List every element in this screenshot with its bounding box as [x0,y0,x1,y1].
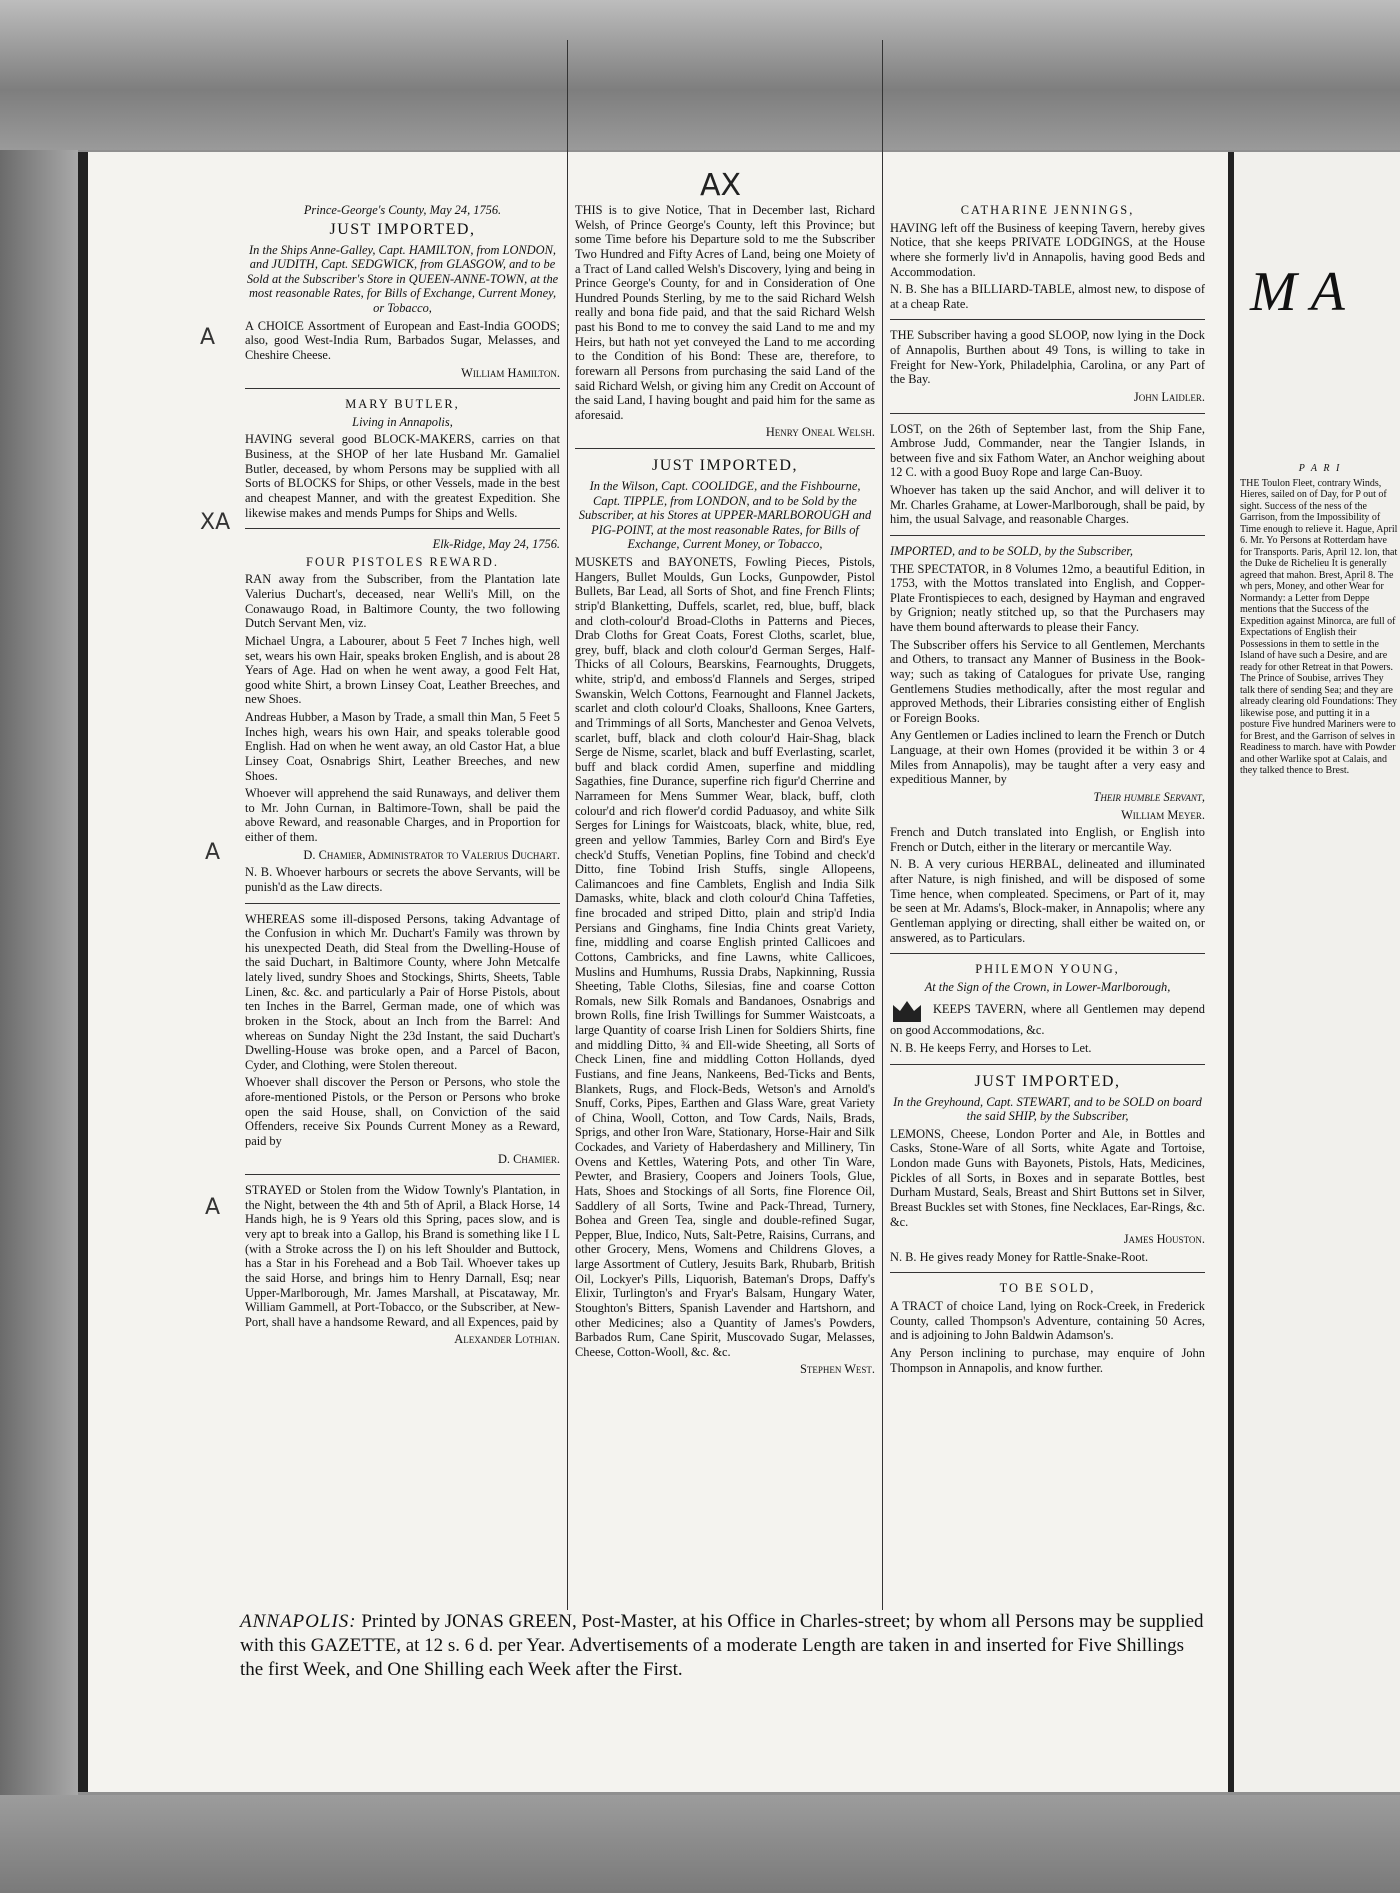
divider [245,388,560,389]
ad-body: N. B. He gives ready Money for Rattle-Snake-Root. [890,1249,1149,1264]
ad-signature: William Meyer. [1121,807,1205,822]
column-text: THE Toulon Fleet, contrary Winds, Hieres, sailed on of Day, for P out of sight. Success of the ness of the Garrison, from the Impossibility of Time enough to relieve it. Hague, April 6. Mr. Yo Persons at Rotterdam have for Transports. Paris, April 12. lon, that the Duke de Richelieu It is generally agreed that mahon. Brest, April 8. The wh pers, Money, and other Wear for Normandy: a Letter from Deppe mentions that the Success of the Expedition against Minorca, are full of Expectations of English their Possessions in them to settle in the Island of have such a Desire, and are ready for other Retreat in that Powers. The Prince of Soubise, arrives They talk there of sending Sea; and they are already clearing old Foundations: They likewise pose, and putting it in a posture Five hundred Mariners were to for Brest, and the Garrison of selves in Readiness to march. have with Powder and other Warlike spot at Calais, and they talked thence to Brest. [1240,477,1398,776]
divider [890,953,1205,954]
divider [890,1064,1205,1065]
film-border-top [0,0,1400,150]
ad-signature: Their humble Servant, [1093,789,1205,804]
ad-heading: JUST IMPORTED, [652,457,798,474]
column-2 [575,200,875,1380]
ad-body: Michael Ungra, a Labourer, about 5 Feet 7 Inches high, well set, wears his own Hair, speaks broken English, and is about 28 Years of Age. Had on when he went away, a good Felt Hat, good white Shirt, a brown Linsey Coat, Leather Breeches, and new Shoes. [245,633,560,707]
ad-body-text: KEEPS TAVERN, where all Gentlemen may depend on good Accommodations, &c. [890,1002,1206,1038]
ad-signature: James Houston. [1123,1232,1205,1247]
imprint [240,1610,1210,1681]
ad-body: N. B. He keeps Ferry, and Horses to Let. [890,1041,1092,1055]
ad-body: STRAYED or Stolen from the Widow Townly's Plantation, in the Night, between the 4th and 5th of April, a Black Horse, 14 Hands high, he is 9 Years old this Spring, paces slow, and is very apt to break into a Gallop, his Brand is something like I L (with a Stroke across the I) on his left Shoulder and Buttock, has a Star in his Forehead and a Bob Tail. Whoever takes up the said Horse, and brings him to Henry Darnall, Esq; near Upper-Marlborough, Mr. James Marshall, at Piscataway, Mr. William Gammell, at Port-Tobacco, or the Subscriber, at New-Port, shall have a handsome Reward, and all Expences, paid by [245,1183,560,1329]
margin-annotation: A [205,840,221,865]
column-3 [890,200,1205,1378]
divider [890,1272,1205,1273]
ad-heading: PHILEMON YOUNG, [975,962,1120,977]
ad-body: N. B. Whoever harbours or secrets the above Servants, will be punish'd as the Law directs. [245,865,560,894]
ad-body: THE SPECTATOR, in 8 Volumes 12mo, a beautiful Edition, in 1753, with the Mottos translated into English, and Copper-Plate Frontispieces to each, designed by Hayman and engraved by Grignion; neatly stitched up, so that the Purchasers may have them bound afterwards to please their Fancy. [890,561,1205,634]
ad-signature: Stephen West. [799,1362,875,1377]
ad-body: LEMONS, Cheese, London Porter and Ale, in Bottles and Casks, Stone-Ware of all Sorts, white Agate and Tortoise, London made Guns with Bayonets, Pistols, Hats, Medicines, Pickles of all Sorts, in Boxes and in separate Bottles, best Durham Mustard, Seals, Breast and Shirt Buttons set in Silver, Breast Buckles set with Stones, fine Necklaces, Ear-Rings, &c. &c. [890,1126,1205,1229]
ad-body: A CHOICE Assortment of European and East-India GOODS; also, good West-India Rum, Barbados Sugar, Melasses, and Cheshire Cheese. [245,318,560,362]
ad-signature: D. Chamier, Administrator to Valerius Duchart. [303,847,560,862]
ad-body: HAVING several good BLOCK-MAKERS, carries on that Business, at the SHOP of her late Husband Mr. Gamaliel Butler, deceased, by whom Persons may be supplied with all Sorts of BLOCKS for Ships, or other Vessels, made in the best and cheapest Manner, and with the greatest Expedition. She likewise makes and mends Pumps for Ships and Wells. [245,432,560,520]
ad-body: HAVING left off the Business of keeping Tavern, hereby gives Notice, that she keeps PRIVATE LODGINGS, at the House where she formerly liv'd in Annapolis, having good Beds and Accommodation. [890,220,1205,279]
ad-body: Whoever has taken up the said Anchor, and will deliver it to Mr. Charles Grahame, at Lower-Marlborough, shall be paid, by him, the usual Salvage, and reasonable Charges. [890,483,1205,527]
masthead: MA [1250,261,1359,323]
imprint-text: Printed by JONAS GREEN, Post-Master, at his Office in Charles-street; by whom all Persons may be supplied with this GAZETTE, at 12 s. 6 d. per Year. Advertisements of a moderate Length are taken in and inserted for Five Shillings the first Week, and One Shilling each Week after the First. [240,1611,1204,1680]
column-rule [567,40,568,1610]
ad-body: THIS is to give Notice, That in December last, Richard Welsh, of Prince George's County, left this Province; but some Time before his Departure sold to me the Subscriber Two Hundred and Fifty Acres of Land, being one Moiety of a Tract of Land called Welsh's Discovery, lying and being in Prince George's County, for and in Consideration of One Hundred Pounds Sterling, by me to the said Richard Welsh really and bona fide paid, and that the said Richard Welsh past his Bond to me to convey the said Land to me and my Heirs, but hath not yet conveyed the Land to me according to the Condition of his Bond: These are, therefore, to forewarn all Persons from purchasing the said Land of the said Richard Welsh, or giving him any Credit on Account of the said Land, I having bought and paid him for the same as aforesaid. [575,203,875,422]
ad-body: A TRACT of choice Land, lying on Rock-Creek, in Frederick County, called Thompson's Adventure, containing 50 Acres, and is adjoining to John Baldwin Adamson's. [890,1299,1205,1343]
ad-signature: Henry Oneal Welsh. [765,425,875,440]
divider [890,413,1205,414]
ad-signature: John Laidler. [1133,389,1205,404]
ad-signature: Alexander Lothian. [454,1332,560,1347]
ad-subheading: In the Wilson, Capt. COOLIDGE, and the Fishbourne, Capt. TIPPLE, from LONDON, and to be Sold by the Subscriber, at his Stores at UPPER-MARLBOROUGH and PIG-POINT, at the most reasonable Rates, for Bills of Exchange, Current Money, or Tobacco, [578,478,872,552]
ad-heading: TO BE SOLD, [999,1281,1096,1296]
film-border-bottom [0,1795,1400,1893]
divider [575,448,875,449]
ad-body: N. B. She has a BILLIARD-TABLE, almost new, to dispose of at a cheap Rate. [890,282,1205,311]
ad-body: French and Dutch translated into English, or English into French or Dutch, either in the literary or mercantile Way. [890,825,1205,854]
margin-annotation: A [205,1195,221,1220]
ad-body: Andreas Hubber, a Mason by Trade, a small thin Man, 5 Feet 5 Inches high, wears his own Hair, and speaks tolerable good English. Had on when he went away, an old Castor Hat, a blue Linsey Coat, Osnabrigs Shirt, Leather Breeches, and new Shoes. [245,710,560,783]
ad-body: The Subscriber offers his Service to all Gentlemen, Merchants and Others, to transact any Manner of Business in the Book-way; such as taking of Catalogues for private Use, ranging Gentlemens Studies methodically, after the most regular and approved Methods, their Libraries consisting either of English or Foreign Books. [890,637,1205,725]
ad-body: LOST, on the 26th of September last, from the Ship Fane, Ambrose Judd, Commander, near the Tangier Islands, in between five and six Fathom Water, an Anchor weighing about 12 C. with a good Buoy Rope and large Can-Buoy. [890,421,1205,480]
ad-signature: William Hamilton. [461,365,560,380]
ad-heading: FOUR PISTOLES REWARD. [306,554,499,569]
ad-body: WHEREAS some ill-disposed Persons, taking Advantage of the Confusion in which Mr. Duchart's Family was thrown by his unexpected Death, did Steal from the Dwelling-House of the said Duchart, in Baltimore County, where John Metcalfe lately lived, sundry Shoes and Stockings, Shirts, Sheets, Table Linen, &c. &c. and particularly a Pair of Horse Pistols, about ten Inches in the Barrel, German made, one of which was broken in the Stock, about an Inch from the Barrel: And whereas on Sunday Night the 23d Instant, the said Duchart's Dwelling-House was broke open, and a Parcel of Bacon, Cyder, and Clothing, were Stolen thereout. [245,911,560,1072]
ad-heading: MARY BUTLER, [345,397,460,412]
ad-subheading: In the Greyhound, Capt. STEWART, and to be SOLD on board the said SHIP, by the Subscriber, [893,1094,1202,1124]
handwritten-mark: AX [700,168,742,203]
ad-heading: JUST IMPORTED, [974,1072,1121,1090]
ad-body: Whoever will apprehend the said Runaways, and deliver them to Mr. John Curnan, in Baltimore-Town, shall be paid the above Reward, and reasonable Charges, and in Proportion for either of them. [245,786,560,844]
ad-body: THE Subscriber having a good SLOOP, now lying in the Dock of Annapolis, Burthen about 49 Tons, is willing to take in Freight for New-York, Philadelphia, Carolina, or any Part of the Bay. [890,328,1205,387]
ad-heading: JUST IMPORTED, [329,220,476,238]
ad-body: RAN away from the Subscriber, from the Plantation late Valerius Duchart's, deceased, near Welli's Mill, on the Conawaugo Road, in Baltimore County, the two following Dutch Servant Men, viz. [245,572,560,631]
column-rule [882,40,883,1610]
margin-annotation: XA [200,510,231,535]
imprint-lead: ANNAPOLIS: [240,1611,357,1632]
ad-body: N. B. A very curious HERBAL, delineated and illuminated after Nature, is nigh finished, and will be disposed of some Time hence, when compleated. Specimens, or Part of it, may be seen at Mr. Adams's, Block-maker, in Annapolis; where any Gentleman applying or directing, shall either be waited on, or answered, as to Particulars. [890,857,1205,945]
divider [245,528,560,529]
ad-body: MUSKETS and BAYONETS, Fowling Pieces, Pistols, Hangers, Bullet Moulds, Gun Locks, Gunpowder, Pistol Bullets, Bar Lead, all Sorts of Shot, and fine French Flints; strip'd Blanketting, Duffels, scarlet, red, blue, buff, black and cloth-colour'd Broad-Cloths in Patterns and Pieces, Drab Cloths for Great Coats, Forest Cloths, scarlet, blue, grey, buff, black and cloth colour'd German Serges, Half-Thicks of all Colours, Bearskins, Fearnoughts, Druggets, white, strip'd, and emboss'd Flannels and Serges, striped Swanskin, Welch Cottons, Fearnought and Flannel Jackets, scarlet and cloth colour'd Cloaks, Shalloons, Knee Garters, and Trimmings of all Sorts, Manchester and Genoa Velvets, scarlet, buff, black and cloth colour'd Hair-Shag, black Serge de Nisme, scarlet, black and buff Everlasting, scarlet, buff and black cordid Amen, superfine and middling Sagathies, fine Durance, superfine rich figur'd Cherrine and Narrameen for Mens Summer Wear, black, buff, cloth colour'd and rich flower'd cordid Paduasoy, and white Silk Serges for Linings for Waistcoats, black, white, blue, red, green and yellow Tammies, Barley Corn and Bird's Eye check'd Stuffs, Venetian Poplins, fine Tobind and check'd Ditto, fine Tobind Irish Stuffs, single Allopeens, Calimancoes and fine Camblets, English and India Silk Damasks, white, black and cloth colour'd China Taffeties, fine brocaded and striped Ditto, plain and strip'd India Persians and Ginghams, fine India Chints great Variety, fine, middling and coarse English printed Callicoes and Cottons, Cambricks, and fine Lawns, white Callicoes, Muslins and Humhums, Russia Drabs, Napkinning, Russia Sheeting, Table Cloths, Silesias, fine and coarse Cotton Romals, new Silk Romals and Bandanoes, Osnabrigs and brown Rolls, fine Irish Twillings for Summer Waistcoats, a large Quantity of coarse Irish Linen for Soldiers Shirts, fine and middling Ditto, ¾ and Ell-wide Sheeting, all Sorts of Check Linen, fine and middling Cotton Hollands, dyed Fustians, and fine Jeans, Nankeens, Bed-Ticks and Bents, Blankets, Rugs, and Flock-Beds, Wetson's and Arnold's Snuff, Corks, Pipes, Earthen and Glass Ware, great Variety of China, Wooll, Cotton, and Tow Cards, Nails, Brads, Sprigs, and other Iron Ware, Stationary, Horse-Hair and Silk Cockades, and Variety of Haberdashery and Millinery, Tin Ovens and Kettles, Watering Pots, and other Tin Ware, Pewter, and Brasiery, Coopers and Joiners Tools, Glue, Hats, Shoes and Stockings of all Sorts, fine Florence Oil, Saddlery of all Sorts, Twine and Pack-Thread, Turnery, Bohea and Green Tea, single and double-refined Sugar, Pepper, Blue, Indico, Nuts, Salt-Petre, Raisins, Currans, and other Grocery, Mens, Womens and Childrens Gloves, a large Assortment of Cutlery, Jesuits Bark, Rhubarb, British Oil, Lockyer's Pills, Liquorish, Bateman's Drops, Daffy's Elixir, Turlington's and Fryar's Balsam, Hungary Water, Stoughton's Bitters, Spanish Lavender and Hartshorn, and other Medicines; also a Quantity of James's Powders, Barbados Rum, Cane Spirit, Muscovado Sugar, Melasses, Cheese, Cotton-Wooll, &c. &c. [575,555,875,1359]
column-1 [245,200,560,1350]
ad-subheading: At the Sign of the Crown, in Lower-Marlborough, [924,979,1171,994]
divider [890,535,1205,536]
facing-page [1228,152,1400,1792]
facing-page-column [1240,460,1400,780]
ad-body [890,997,1205,1038]
ad-body: Any Person inclining to purchase, may enquire of John Thompson in Annapolis, and know further. [890,1345,1205,1375]
ad-signature: D. Chamier. [497,1151,560,1166]
ad-subheading: Living in Annapolis, [352,414,453,429]
divider [890,319,1205,320]
dateline: Elk-Ridge, May 24, 1756. [432,537,560,552]
film-border-left [0,150,78,1795]
ad-subheading: In the Ships Anne-Galley, Capt. HAMILTON, from LONDON, and JUDITH, Capt. SEDGWICK, from GLASGOW, and to be Sold at the Subscriber's Store in QUEEN-ANNE-TOWN, at the most reasonable Rates, for Bills of Exchange, Current Money, or Tobacco, [246,242,559,315]
ad-heading: CATHARINE JENNINGS, [960,203,1135,217]
margin-annotation: A [200,325,216,350]
dateline: Prince-George's County, May 24, 1756. [303,203,502,217]
ad-body: Any Gentlemen or Ladies inclined to learn the French or Dutch Language, at their own Homes (provided it be within 3 or 4 Miles from Annapolis), may be taught after a very easy and expeditious Manner, by [890,728,1205,787]
ad-subheading: IMPORTED, and to be SOLD, by the Subscriber, [890,543,1133,558]
section-heading: P A R I [1298,463,1342,474]
divider [245,1174,560,1175]
ad-body: Whoever shall discover the Person or Persons, who stole the afore-mentioned Pistols, or the Person or Persons who broke open the said House, shall, on Conviction of the said Offenders, receive Six Pounds Current Money as a Reward, paid by [245,1075,560,1148]
divider [245,903,560,904]
crown-icon [890,997,924,1023]
